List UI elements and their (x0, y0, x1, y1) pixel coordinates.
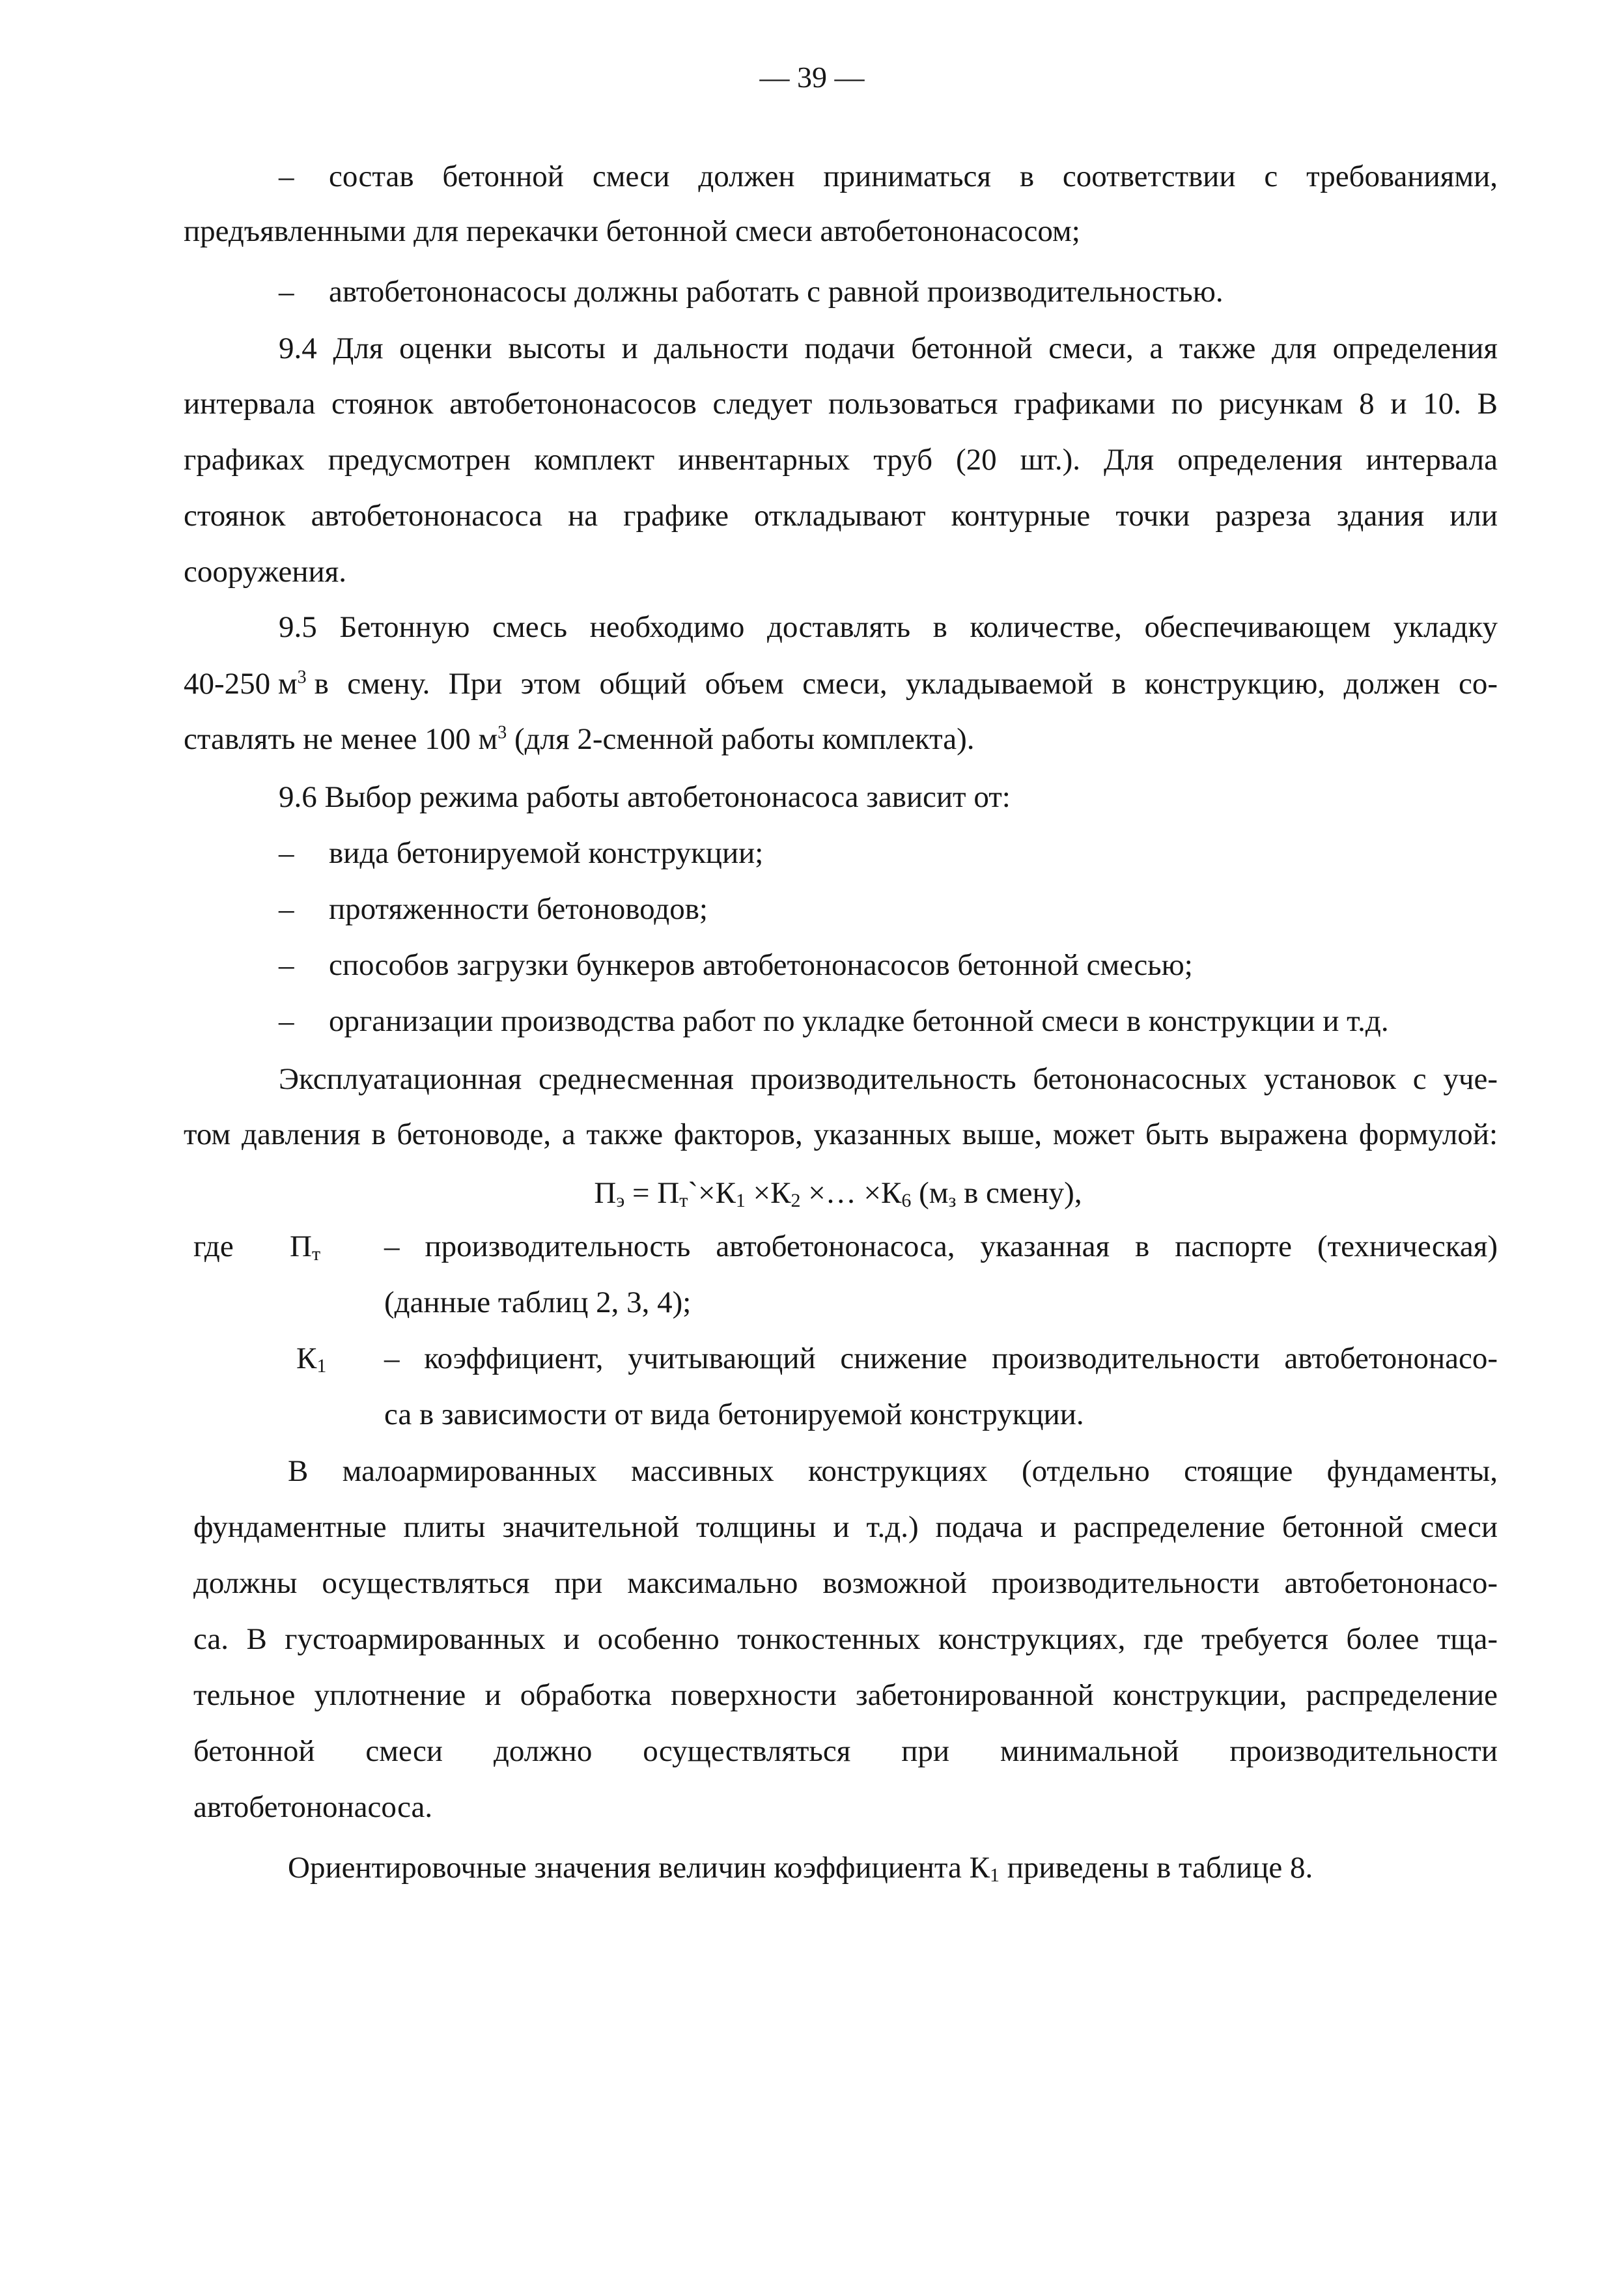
superscript: 3 (297, 667, 307, 688)
volume-text (184, 669, 307, 699)
symbol: П (290, 1230, 312, 1263)
paragraph-line: сооружения. (184, 555, 347, 589)
paragraph-text: Ориентировочные значения величин коэффициента К (288, 1851, 990, 1885)
section-title: 9.6 Выбор режима работы автобетононасоса зависит от: (279, 780, 1011, 814)
list-dash: – (279, 948, 294, 982)
list-item-line: предъявленными для перекачки бетонной смеси автобетононасосом; (184, 214, 1080, 248)
formula-text: ×К (745, 1176, 791, 1210)
formula-text: П (594, 1176, 617, 1210)
subscript: 1 (989, 1864, 1000, 1886)
symbol-pt (290, 1230, 321, 1265)
subscript: 1 (735, 1190, 746, 1211)
subscript: 6 (901, 1190, 912, 1211)
definition-line: са в зависимости от вида бетонируемой конструкции. (384, 1398, 1084, 1431)
paragraph-text: в смену. При этом общий объем смеси, укладываемой в конструкцию, должен со- (314, 667, 1498, 701)
list-item: организации производства работ по укладке бетонной смеси в конструкции и т.д. (329, 1004, 1389, 1038)
definition-line: – производительность автобетононасоса, указанная в паспорте (техническая) (384, 1230, 1498, 1263)
paragraph-line: стоянок автобетононасоса на графике откладывают контурные точки разреза здания или (184, 499, 1498, 533)
list-item: способов загрузки бункеров автобетононасосов бетонной смесью; (329, 948, 1193, 982)
formula-text: = П (624, 1176, 680, 1210)
subscript: т (679, 1190, 688, 1211)
symbol: К (296, 1342, 317, 1375)
paragraph-line: должны осуществляться при максимально возможной производительности автобетононасо- (193, 1566, 1498, 1600)
list-dash: – (279, 836, 294, 870)
list-item: вида бетонируемой конструкции; (329, 836, 764, 870)
list-dash: – (279, 160, 294, 193)
subscript: 1 (316, 1355, 327, 1377)
list-item-line: состав бетонной смеси должен приниматься в соответствии с требованиями, (329, 160, 1498, 193)
paragraph-text: ставлять не менее 100 м (184, 722, 498, 756)
volume-value: 40-250 м (184, 667, 298, 701)
list-item-line: автобетононасосы должны работать с равной производительностью. (329, 275, 1224, 309)
paragraph-line (288, 1851, 1313, 1886)
where-label: где (193, 1230, 234, 1263)
paragraph-line: 9.4 Для оценки высоты и дальности подачи бетонной смеси, а также для определения (279, 331, 1498, 365)
superscript: 3 (497, 722, 507, 743)
formula-text: (м (911, 1176, 949, 1210)
paragraph-text: приведены в таблице 8. (999, 1851, 1313, 1885)
paragraph-line (184, 669, 1498, 699)
list-dash: – (279, 275, 294, 309)
paragraph-line: Эксплуатационная среднесменная производительность бетононасосных установок с уче- (279, 1062, 1498, 1096)
list-item: протяженности бетоноводов; (329, 892, 708, 926)
paragraph-line: интервала стоянок автобетононасосов следует пользоваться графиками по рисункам 8 и 10. В (184, 387, 1498, 421)
formula-text: ×… ×К (800, 1176, 902, 1210)
formula (0, 1175, 1624, 1211)
paragraph-line: 9.5 Бетонную смесь необходимо доставлять в количестве, обеспечивающем укладку (279, 610, 1498, 644)
paragraph-text: (для 2-сменной работы комплекта). (507, 722, 975, 756)
subscript: т (311, 1243, 321, 1265)
paragraph-line: бетонной смеси должно осуществляться при минимальной производительности (193, 1734, 1498, 1768)
paragraph-line: тельное уплотнение и обработка поверхности забетонированной конструкции, распределение (193, 1678, 1498, 1712)
paragraph-line: В малоармированных массивных конструкциях (отдельно стоящие фундаменты, (288, 1454, 1498, 1488)
page-number: — 39 — (759, 61, 865, 94)
paragraph-line: фундаментные плиты значительной толщины и т.д.) подача и распределение бетонной смеси (193, 1510, 1498, 1544)
subscript: э (616, 1190, 625, 1211)
definition-line: (данные таблиц 2, 3, 4); (384, 1286, 692, 1319)
formula-text: в смену), (956, 1176, 1082, 1210)
paragraph-line (184, 724, 975, 755)
paragraph-line: графиках предусмотрен комплект инвентарных труб (20 шт.). Для определения интервала (184, 443, 1498, 477)
list-dash: – (279, 1004, 294, 1038)
subscript: з (948, 1190, 957, 1211)
paragraph-line: автобетононасоса. (193, 1790, 433, 1824)
definition-line: – коэффициент, учитывающий снижение производительности автобетононасо- (384, 1342, 1498, 1375)
formula-text: `×К (688, 1176, 736, 1210)
list-dash: – (279, 892, 294, 926)
paragraph-line: том давления в бетоноводе, а также факторов, указанных выше, может быть выражена формулой: (184, 1117, 1498, 1151)
subscript: 2 (791, 1190, 801, 1211)
paragraph-line: са. В густоармированных и особенно тонкостенных конструкциях, где требуется более тща- (193, 1622, 1498, 1656)
symbol-k1 (296, 1342, 327, 1377)
